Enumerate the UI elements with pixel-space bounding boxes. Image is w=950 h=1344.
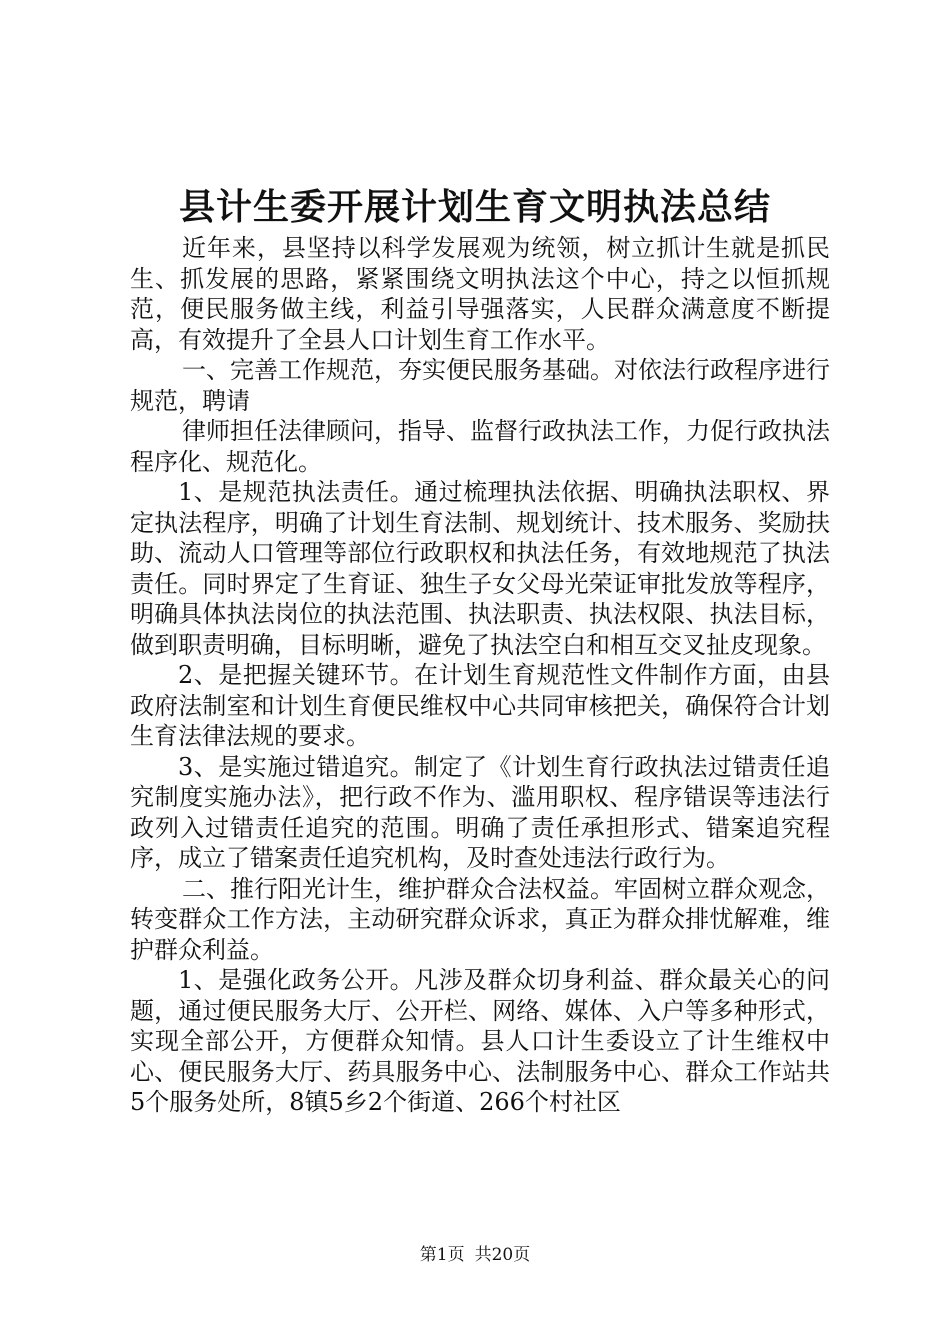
paragraph-item-1-2: 2、是把握关键环节。在计划生育规范性文件制作方面，由县政府法制室和计划生育便民维权中心共同审核把关，确保符合计划生育法律法规的要求。 (130, 661, 830, 750)
document-body (130, 233, 830, 1118)
page-number: 第1页 (419, 1245, 465, 1265)
paragraph-item-1-1: 1、是规范执法责任。通过梳理执法依据、明确执法职权、界定执法程序，明确了计划生育法制、规划统计、技术服务、奖励扶助、流动人口管理等部位行政职权和执法任务，有效地规范了执法责任。同时界定了生育证、独生子女父母光荣证审批发放等程序，明确具体执法岗位的执法范围、执法职责、执法权限、执法目标，做到职责明确，目标明晰，避免了执法空白和相互交叉扯皮现象。 (130, 478, 830, 659)
paragraph-section-1-heading: 一、完善工作规范，夯实便民服务基础。对依法行政程序进行规范，聘请 (130, 356, 830, 415)
page-footer (0, 1243, 950, 1267)
paragraph-item-1-3: 3、是实施过错追究。制定了《计划生育行政执法过错责任追究制度实施办法》，把行政不作为、滥用职权、程序错误等违法行政列入过错责任追究的范围。明确了责任承担形式、错案追究程序，成立了错案责任追究机构，及时查处违法行政行为。 (130, 752, 830, 872)
page-total: 共20页 (474, 1245, 531, 1265)
paragraph-section-1-continued: 律师担任法律顾问，指导、监督行政执法工作，力促行政执法程序化、规范化。 (130, 417, 830, 476)
paragraph-intro: 近年来，县坚持以科学发展观为统领，树立抓计生就是抓民生、抓发展的思路，紧紧围绕文明执法这个中心，持之以恒抓规范，便民服务做主线，利益引导强落实，人民群众满意度不断提高，有效提升了全县人口计划生育工作水平。 (130, 234, 830, 354)
document-title: 县计生委开展计划生育文明执法总结 (178, 186, 771, 228)
paragraph-item-2-1: 1、是强化政务公开。凡涉及群众切身利益、群众最关心的问题，通过便民服务大厅、公开栏、网络、媒体、入户等多种形式，实现全部公开，方便群众知情。县人口计生委设立了计生维权中心、便民服务大厅、药具服务中心、法制服务中心、群众工作站共5个服务处所，8镇5乡2个街道、266个村社区 (130, 966, 830, 1116)
paragraph-section-2-heading: 二、推行阳光计生，维护群众合法权益。牢固树立群众观念，转变群众工作方法，主动研究群众诉求，真正为群众排忧解难，维护群众利益。 (130, 874, 830, 964)
